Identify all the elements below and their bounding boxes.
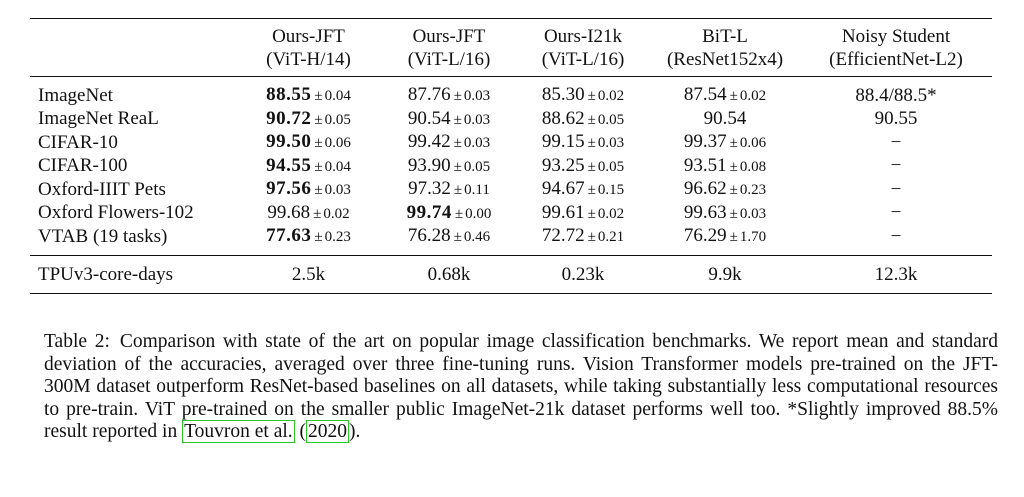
plus-minus-sign: ±: [453, 182, 463, 198]
accuracy-value: 99.37: [683, 131, 727, 152]
std-dev-value: 0.02: [739, 88, 767, 104]
compute-cost-value: 2.5k: [291, 263, 326, 285]
std-dev-value: 0.06: [739, 135, 767, 151]
table-caption: Table 2: Comparison with state of the art on popular image classification benchmarks. We report mean and standard deviation of the accuracies, averaged over three fine-tuning runs. Vision Transformer models pre-trained on the JFT-300M dataset outperform ResNet-based baselines on all datasets, while taking substantially less computational resources to pre-train. ViT pre-trained on the smaller public ImageNet-21k dataset performs well too. *Slightly improved 88.5% result reported in Touvron et al. ( 2020 ).: [44, 331, 998, 443]
accuracy-value: 87.54: [683, 84, 727, 105]
table-cell: [382, 155, 516, 179]
std-dev-value: 0.03: [463, 135, 491, 151]
column-header-line2: (ResNet152x4): [666, 49, 784, 70]
std-dev-value: 0.00: [465, 205, 492, 222]
column-header: [516, 19, 650, 77]
std-dev-value: 0.15: [597, 182, 625, 198]
column-header-line1: Ours-JFT: [272, 26, 345, 47]
std-dev-value: 0.04: [324, 158, 351, 175]
table-cell: [382, 178, 516, 202]
table-cell: [650, 178, 800, 202]
std-dev-value: 1.70: [739, 229, 767, 245]
column-header: [235, 19, 382, 77]
table-row: [30, 131, 992, 155]
table-cell: [650, 155, 800, 179]
plus-minus-sign: ±: [314, 158, 323, 175]
plus-minus-sign: ±: [453, 88, 462, 104]
std-dev-value: 0.05: [463, 158, 491, 175]
dataset-name: ImageNet ReaL: [38, 108, 159, 129]
column-header-line1: Ours-JFT: [412, 26, 486, 47]
table-row: [30, 202, 992, 226]
plus-minus-sign: ±: [313, 205, 322, 222]
plus-minus-sign: ±: [587, 88, 596, 104]
plus-minus-sign: ±: [314, 229, 323, 245]
table-cell: [650, 77, 800, 108]
std-dev-value: 0.05: [597, 158, 625, 175]
best-accuracy-value: 97.56: [266, 178, 312, 199]
best-accuracy-value: 77.63: [266, 225, 312, 246]
table-cell: [516, 225, 650, 255]
accuracy-value: 76.29: [683, 225, 727, 246]
table-cell: [650, 225, 800, 255]
column-header: [382, 19, 516, 77]
column-header-line1: BiT-L: [702, 26, 748, 47]
column-header-line2: (EfficientNet-L2): [829, 49, 963, 70]
best-accuracy-value: 88.55: [266, 84, 312, 105]
accuracy-value: −: [890, 155, 902, 176]
column-header: [30, 19, 235, 77]
plus-minus-sign: ±: [453, 229, 462, 245]
header-row: [30, 19, 992, 77]
accuracy-value: −: [890, 202, 902, 223]
table-cell: [235, 178, 382, 202]
plus-minus-sign: ±: [587, 182, 596, 198]
std-dev-value: 0.03: [324, 182, 351, 198]
table-cell: [516, 202, 650, 226]
plus-minus-sign: ±: [587, 158, 596, 175]
accuracy-value: −: [890, 178, 902, 200]
table-cell: [382, 225, 516, 255]
std-dev-value: 0.06: [324, 135, 351, 151]
plus-minus-sign: ±: [587, 135, 596, 151]
compute-cost-value: 0.68k: [427, 263, 471, 285]
table-cell: [800, 178, 992, 202]
table-cell: [235, 131, 382, 155]
accuracy-value: 93.51: [683, 154, 727, 176]
table-row: [30, 108, 992, 132]
plus-minus-sign: ±: [314, 111, 323, 128]
compute-cost-value: 0.23k: [561, 263, 605, 285]
plus-minus-sign: ±: [587, 205, 596, 222]
std-dev-value: 0.02: [597, 88, 625, 104]
table-cell: [650, 202, 800, 226]
accuracy-value: 96.62: [683, 178, 727, 199]
results-table-container: [30, 18, 992, 294]
table-row: [30, 155, 992, 179]
table-cell: [516, 108, 650, 132]
std-dev-value: 0.04: [324, 88, 351, 104]
table-row: [30, 225, 992, 255]
best-accuracy-value: 90.72: [266, 107, 312, 129]
table-cell: [800, 225, 992, 255]
table-header: [30, 19, 992, 77]
column-header-line1: Noisy Student: [841, 26, 951, 47]
table-cell: [516, 155, 650, 179]
results-table: [30, 18, 992, 294]
accuracy-value: 99.61: [541, 201, 585, 223]
column-header: [650, 19, 800, 77]
plus-minus-sign: ±: [453, 135, 462, 151]
dataset-name: CIFAR-10: [38, 131, 118, 153]
plus-minus-sign: ±: [454, 205, 464, 222]
column-header-line1: Ours-I21k: [543, 26, 623, 47]
std-dev-value: 0.02: [597, 205, 625, 222]
accuracy-value: −: [890, 131, 902, 153]
plus-minus-sign: ±: [729, 88, 738, 104]
table-cell: [800, 108, 992, 132]
std-dev-value: 0.11: [464, 182, 490, 198]
table-row: [30, 178, 992, 202]
table-cell: [382, 202, 516, 226]
accuracy-value: 85.30: [541, 84, 585, 105]
column-header-line2: (ViT-L/16): [541, 49, 625, 70]
std-dev-value: 0.03: [597, 135, 625, 151]
table-cell: [235, 77, 382, 108]
citation-year-link[interactable]: 2020: [308, 421, 348, 443]
plus-minus-sign: ±: [729, 205, 738, 222]
compute-cost-value: 12.3k: [874, 263, 918, 285]
table-cell: [650, 108, 800, 132]
std-dev-value: 0.05: [597, 111, 625, 128]
accuracy-value: 90.54: [407, 107, 451, 129]
std-dev-value: 0.08: [739, 158, 767, 175]
accuracy-value: 87.76: [407, 84, 451, 105]
plus-minus-sign: ±: [453, 111, 462, 128]
plus-minus-sign: ±: [314, 88, 323, 104]
plus-minus-sign: ±: [729, 135, 738, 151]
table-cell: [235, 155, 382, 179]
plus-minus-sign: ±: [453, 158, 462, 175]
std-dev-value: 0.23: [739, 182, 767, 198]
plus-minus-sign: ±: [587, 229, 596, 245]
accuracy-value: 97.32: [408, 178, 451, 199]
dataset-name: CIFAR-100: [38, 155, 128, 176]
table-cell: [650, 131, 800, 155]
plus-minus-sign: ±: [314, 135, 323, 151]
table-cell: [800, 202, 992, 226]
table-cell: [800, 155, 992, 179]
column-header-line2: (ViT-H/14): [266, 49, 351, 70]
column-header-line2: (ViT-L/16): [407, 49, 491, 70]
accuracy-value: 99.63: [683, 201, 727, 223]
table-cell: [516, 178, 650, 202]
best-accuracy-value: 99.74: [406, 201, 452, 223]
accuracy-value: 99.68: [267, 201, 311, 223]
caption-end: ).: [349, 421, 361, 443]
plus-minus-sign: ±: [314, 182, 323, 198]
accuracy-value: 99.15: [541, 131, 585, 152]
accuracy-value: 99.42: [407, 131, 451, 152]
table-cell: [382, 77, 516, 108]
table-cell: [382, 131, 516, 155]
table-cell: [516, 131, 650, 155]
accuracy-value: 93.25: [541, 154, 585, 176]
table-footer: [30, 255, 992, 293]
table-cell: [382, 108, 516, 132]
best-accuracy-value: 99.50: [266, 131, 312, 152]
table-cell: [235, 202, 382, 226]
plus-minus-sign: ±: [729, 182, 738, 198]
accuracy-value: 88.62: [541, 107, 585, 129]
accuracy-value: 90.54: [703, 108, 747, 129]
citation-author-link[interactable]: Touvron et al.: [184, 421, 293, 443]
std-dev-value: 0.46: [463, 229, 491, 245]
plus-minus-sign: ±: [587, 111, 596, 128]
std-dev-value: 0.05: [324, 111, 351, 128]
table-cell: [800, 131, 992, 155]
dataset-name: VTAB (19 tasks): [38, 225, 168, 247]
table-body: [30, 77, 992, 256]
footer-row: [30, 255, 992, 293]
table-cell: [235, 225, 382, 255]
dataset-name: Oxford Flowers-102: [38, 202, 194, 223]
accuracy-value: 94.67: [541, 178, 585, 199]
table-cell: [800, 77, 992, 108]
accuracy-value: 76.28: [407, 225, 451, 246]
std-dev-value: 0.03: [739, 205, 767, 222]
accuracy-value: 88.4/88.5*: [855, 84, 937, 106]
footer-label: TPUv3-core-days: [38, 263, 174, 285]
table-cell: [516, 77, 650, 108]
compute-cost-value: 9.9k: [708, 263, 742, 285]
dataset-name: Oxford-IIIT Pets: [38, 178, 166, 200]
plus-minus-sign: ±: [729, 158, 738, 175]
caption-text: Comparison with state of the art on popular image classification benchmarks. We report mean and standard deviation of the accuracies, averaged over three fine-tuning runs. Vision Transformer models pre-trained on the JFT-300M dataset outperform ResNet-based baselines on all datasets, while taking substantially less computational resources to pre-train. ViT pre-trained on the smaller public ImageNet-21k dataset performs well too. *Slightly improved 88.5% result reported in: [44, 331, 998, 443]
accuracy-value: 93.90: [407, 154, 451, 176]
std-dev-value: 0.03: [463, 111, 491, 128]
std-dev-value: 0.02: [323, 205, 350, 222]
accuracy-value: −: [890, 225, 902, 247]
std-dev-value: 0.23: [324, 229, 351, 245]
column-header: [800, 19, 992, 77]
plus-minus-sign: ±: [729, 229, 738, 245]
accuracy-value: 72.72: [541, 225, 585, 246]
table-cell: [235, 108, 382, 132]
table-row: [30, 77, 992, 108]
best-accuracy-value: 94.55: [266, 154, 312, 176]
std-dev-value: 0.03: [463, 88, 491, 104]
std-dev-value: 0.21: [597, 229, 625, 245]
accuracy-value: 90.55: [874, 108, 918, 129]
caption-label: Table 2:: [44, 331, 110, 352]
dataset-name: ImageNet: [38, 84, 113, 106]
